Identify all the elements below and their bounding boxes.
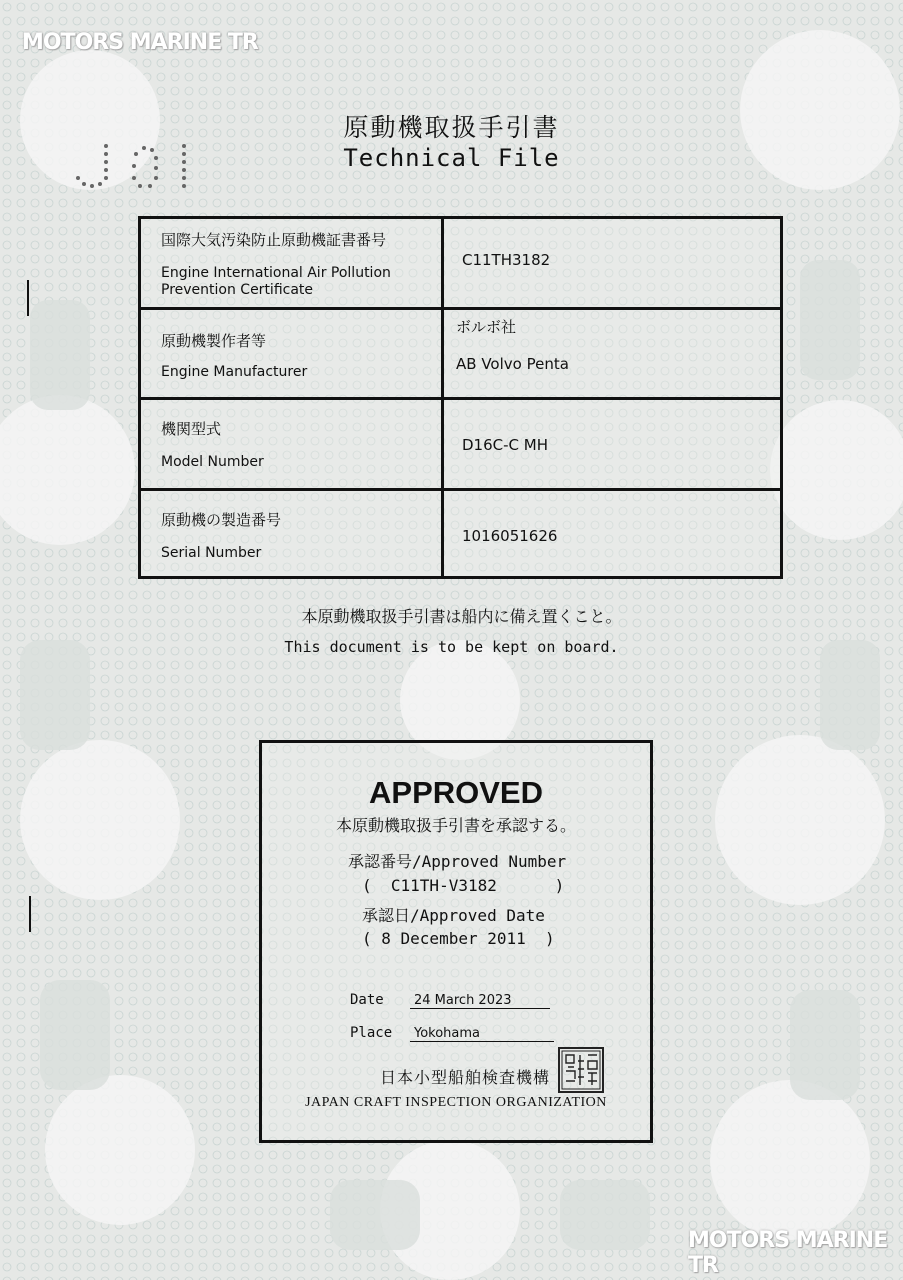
watermark-bottom: MOTORS MARINE TR xyxy=(688,1228,888,1278)
serial-label-en: Serial Number xyxy=(161,544,262,561)
manufacturer-label-en: Engine Manufacturer xyxy=(161,363,308,380)
label-cell xyxy=(140,218,443,309)
certificate-label-en-1: Engine International Air Pollution xyxy=(161,265,391,281)
table-row xyxy=(140,308,782,399)
value-cell xyxy=(443,399,782,490)
manufacturer-label-jp: 原動機製作者等 xyxy=(161,331,267,350)
title-english: Technical File xyxy=(343,144,560,172)
certificate-number: C11TH3182 xyxy=(462,251,551,269)
official-seal-stamp xyxy=(558,1047,604,1093)
model-number: D16C-C MH xyxy=(462,436,548,454)
label-cell xyxy=(140,308,443,399)
label-cell xyxy=(140,399,443,490)
table-row xyxy=(140,399,782,490)
issue-date-value: 24 March 2023 xyxy=(410,993,550,1009)
approved-title: APPROVED xyxy=(369,775,543,810)
approved-number-value: ( C11TH-V3182 ) xyxy=(362,876,565,895)
table-row xyxy=(140,489,782,578)
value-cell xyxy=(443,308,782,399)
notice-english: This document is to be kept on board. xyxy=(284,638,619,656)
table-row xyxy=(140,218,782,309)
approved-number-label: 承認番号/Approved Number xyxy=(348,852,567,871)
certificate-label-jp: 国際大気汚染防止原動機証書番号 xyxy=(161,231,387,249)
organization-name-jp: 日本小型船舶検査機構 xyxy=(380,1068,551,1087)
approved-subtitle-jp: 本原動機取扱手引書を承認する。 xyxy=(335,816,576,835)
model-label-jp: 機関型式 xyxy=(161,420,222,438)
value-cell xyxy=(443,489,782,578)
serial-label-jp: 原動機の製造番号 xyxy=(161,510,282,529)
manufacturer-value-jp: ボルボ社 xyxy=(456,317,517,336)
model-label-en: Model Number xyxy=(161,454,264,470)
notice-japanese: 本原動機取扱手引書は船内に備え置くこと。 xyxy=(301,607,622,626)
manufacturer-value: AB Volvo Penta xyxy=(456,354,569,373)
watermark-top: MOTORS MARINE TR xyxy=(22,30,258,55)
value-cell xyxy=(443,218,782,309)
place-label: Place xyxy=(350,1025,393,1041)
approved-date-value: ( 8 December 2011 ) xyxy=(362,929,555,948)
certificate-label-en-2: Prevention Certificate xyxy=(161,282,314,298)
label-cell xyxy=(140,489,443,578)
approved-date-label: 承認日/Approved Date xyxy=(362,906,545,925)
engine-info-table xyxy=(138,216,783,579)
title-japanese: 原動機取扱手引書 xyxy=(343,113,560,142)
approval-stamp-box xyxy=(259,740,653,1143)
place-value: Yokohama xyxy=(410,1026,554,1042)
organization-name-en: JAPAN CRAFT INSPECTION ORGANIZATION xyxy=(305,1095,607,1110)
issue-date-label: Date xyxy=(350,992,384,1008)
serial-number: 1016051626 xyxy=(462,526,558,545)
